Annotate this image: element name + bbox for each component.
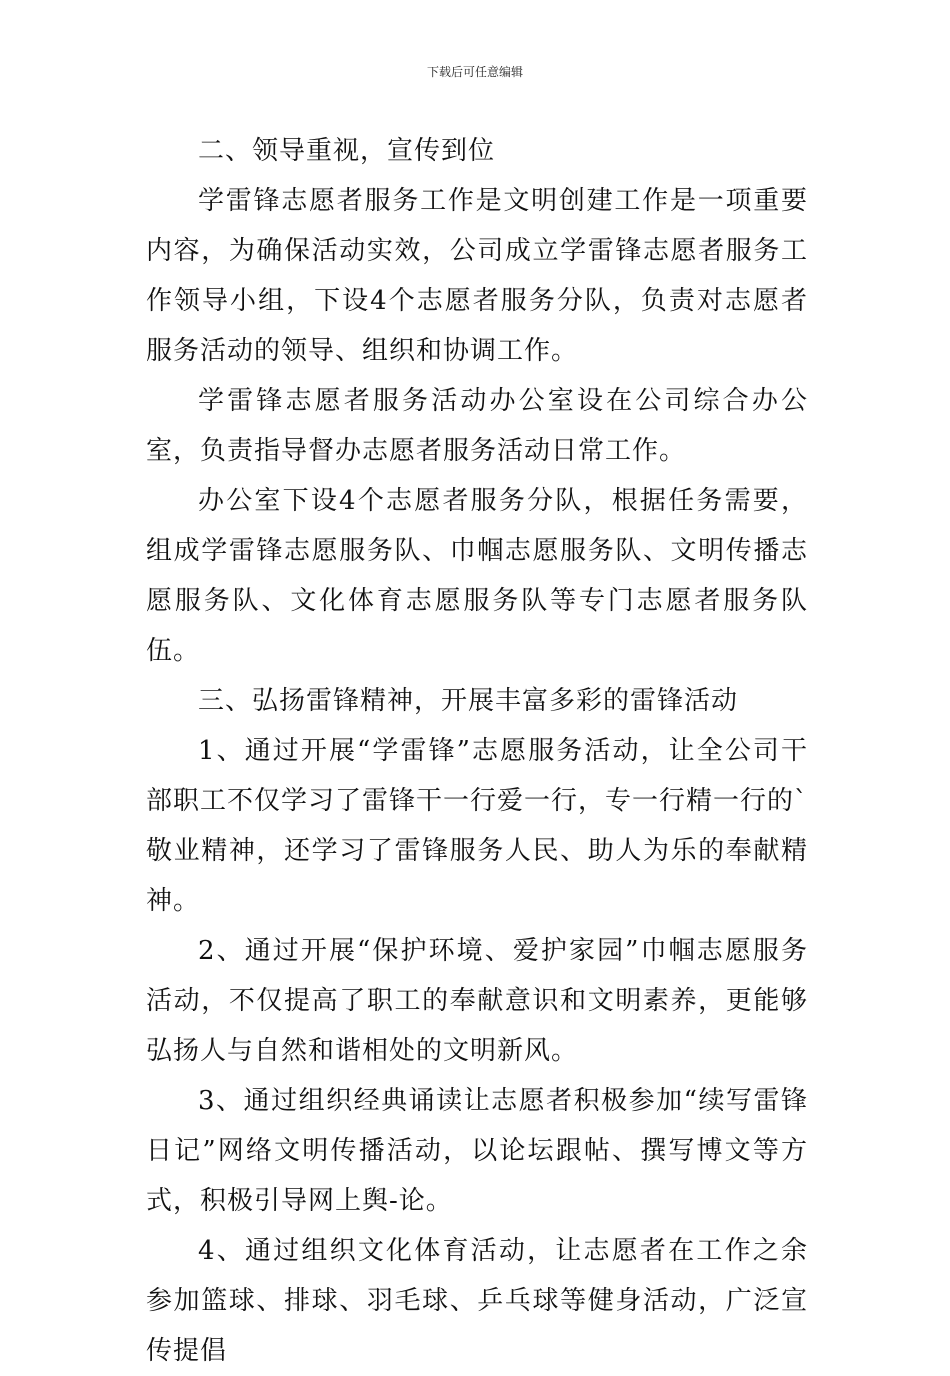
list-item-3: 3、通过组织经典诵读让志愿者积极参加“续写雷锋日记”网络文明传播活动，以论坛跟帖、撰写博文等方式，积极引导网上舆-论。 [146,1086,808,1216]
list-item-2: 2、通过开展“保护环境、爱护家园”巾帼志愿服务活动，不仅提高了职工的奉献意识和文明素养，更能够弘扬人与自然和谐相处的文明新风。 [146,936,808,1066]
body-paragraph: 办公室下设4个志愿者服务分队，根据任务需要，组成学雷锋志愿服务队、巾帼志愿服务队、文明传播志愿服务队、文化体育志愿服务队等专门志愿者服务队伍。 [146,486,808,666]
list-item-4: 4、通过组织文化体育活动，让志愿者在工作之余参加篮球、排球、羽毛球、乒乓球等健身活动，广泛宣传提倡 [146,1236,808,1366]
body-paragraph: 学雷锋志愿者服务活动办公室设在公司综合办公室，负责指导督办志愿者服务活动日常工作。 [146,386,808,466]
section-heading-3: 三、弘扬雷锋精神，开展丰富多彩的雷锋活动 [198,686,739,716]
document-body [146,126,808,1376]
section-heading-2: 二、领导重视，宣传到位 [198,136,496,166]
body-paragraph: 学雷锋志愿者服务工作是文明创建工作是一项重要内容，为确保活动实效，公司成立学雷锋志愿者服务工作领导小组，下设4个志愿者服务分队，负责对志愿者服务活动的领导、组织和协调工作。 [146,186,808,366]
page-header: 下载后可任意编辑 [426,65,523,79]
list-item-1: 1、通过开展“学雷锋”志愿服务活动，让全公司干部职工不仅学习了雷锋干一行爱一行，专一行精一行的`敬业精神，还学习了雷锋服务人民、助人为乐的奉献精神。 [146,736,809,916]
